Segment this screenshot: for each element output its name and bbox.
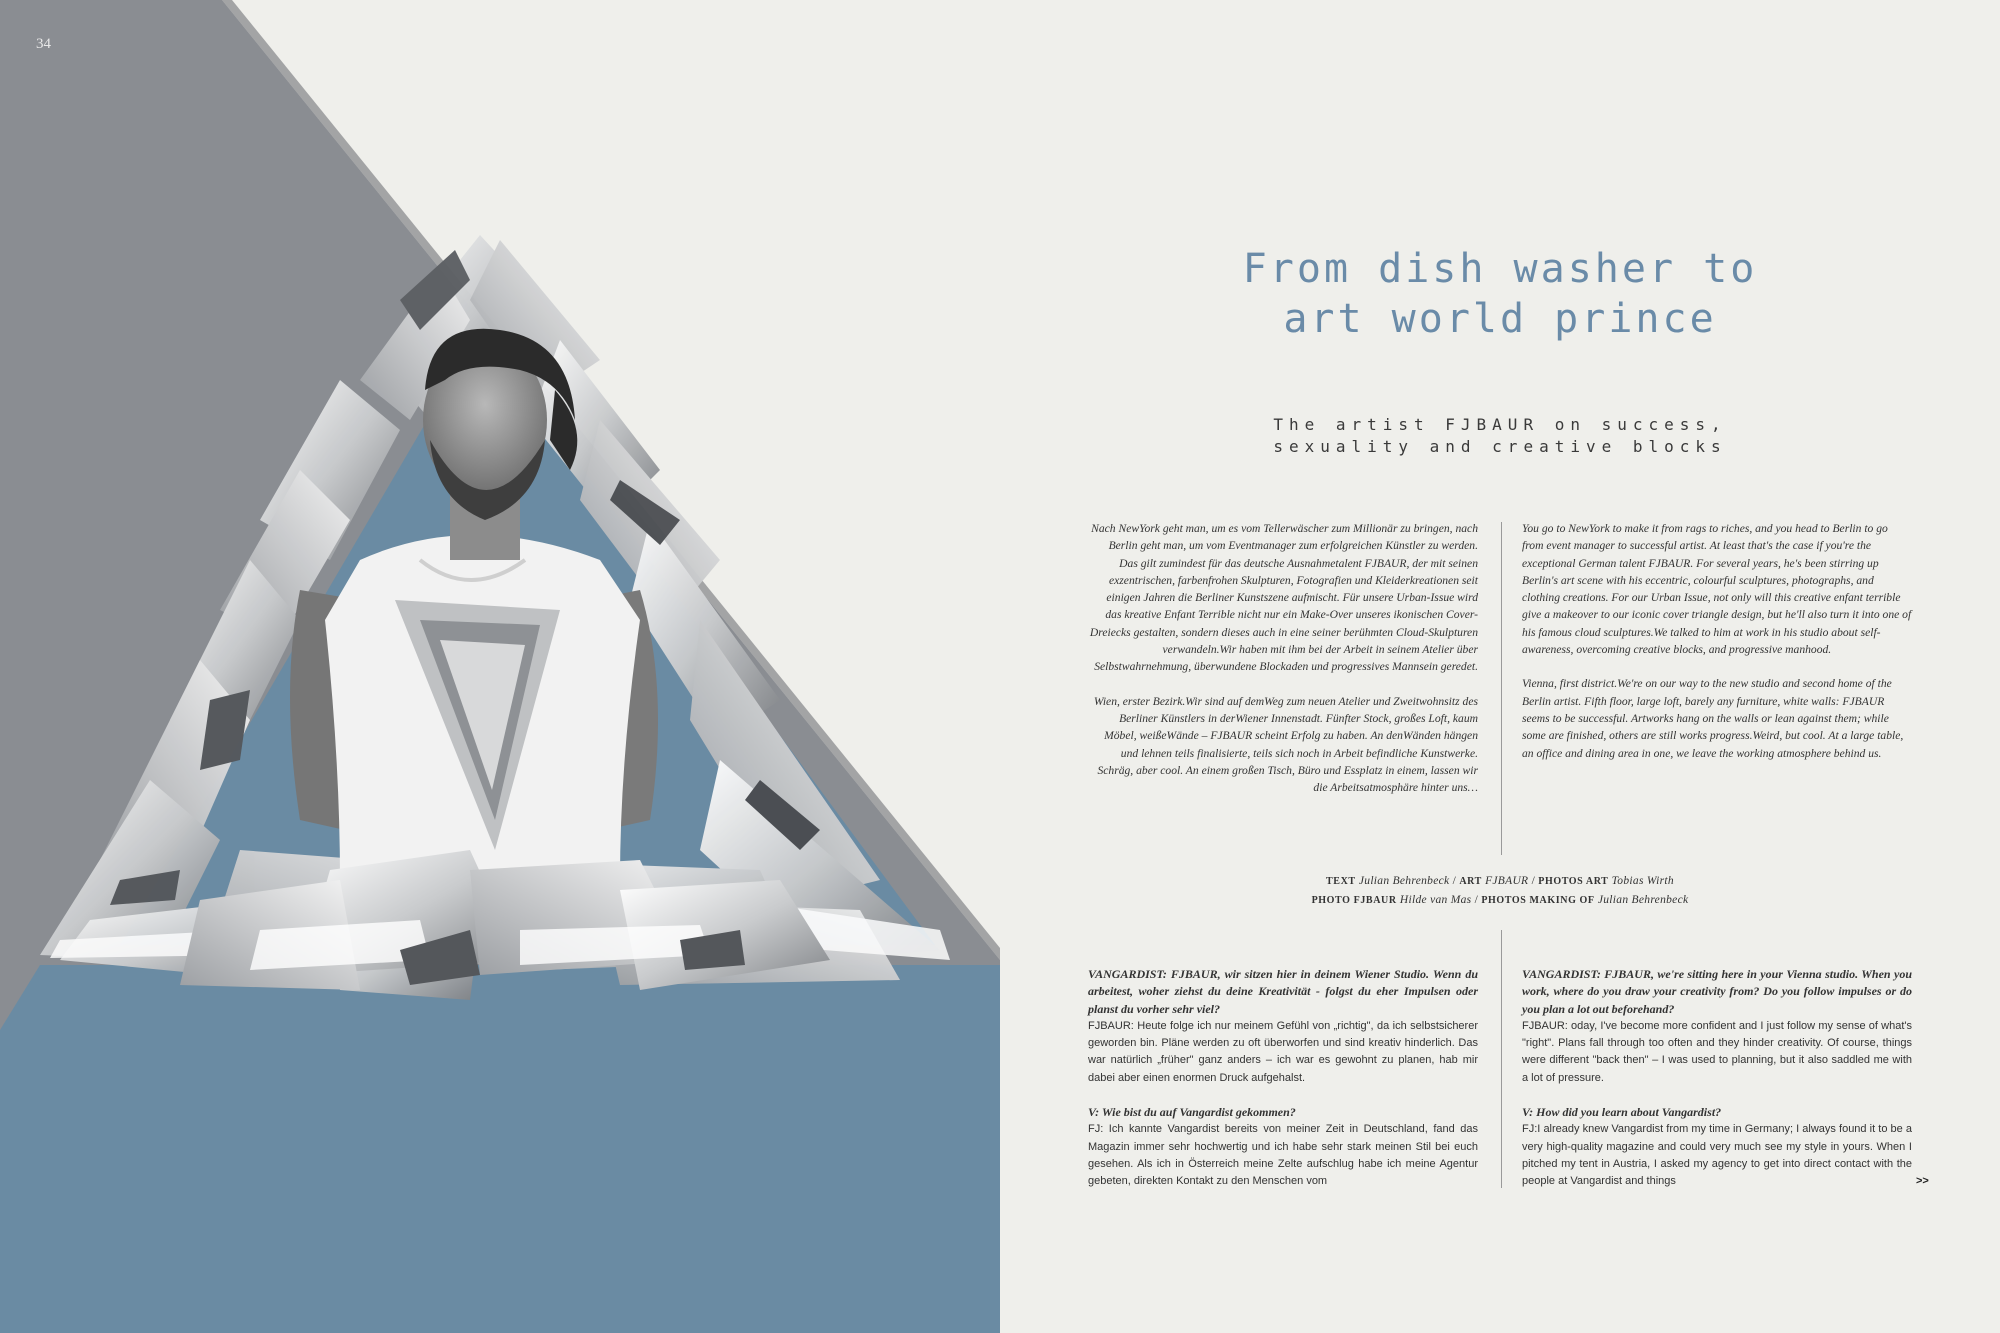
interview-de-question-2: V: Wie bist du auf Vangardist gekommen? <box>1088 1105 1296 1120</box>
credit-photos-art-name: Tobias Wirth <box>1611 875 1674 887</box>
article-subtitle <box>1200 414 1800 458</box>
credit-text-label: TEXT <box>1326 876 1356 887</box>
credit-photos-art-label: PHOTOS ART <box>1538 876 1609 887</box>
intro-en-paragraph-1: You go to NewYork to make it from rags to riches, and you head to Berlin to go from event manager to successful artist. At least that's the case if you're the exceptional German talent FJBAUR. For several years, he's been stirring up Berlin's art scene with his eccentric, colourful sculptures, photographs, and clothing creations. For our Urban Issue, not only will this creative enfant terrible give a makeover to our iconic cover triangle design, but he'll also turn it into one of his famous cloud sculptures.We talked to him at work in his studio about self-awareness, overcoming creative blocks, and progressive manhood. <box>1522 522 1912 657</box>
interview-de-answer-2: FJ: Ich kannte Vangardist bereits von meiner Zeit in Deutschland, fand das Magazin immer sehr hochwertig und ich habe sehr stark meinen Stil bei euch gesehen. Als ich in Österreich meine Zelte aufschlug habe ich meine Agentur gebeten, direkten Kontakt zu den Menschen vom <box>1088 1123 1478 1188</box>
credit-art-name: FJBAUR <box>1485 875 1529 887</box>
article-title <box>1180 244 1820 344</box>
title-line-2: art world prince <box>1283 296 1717 342</box>
title-line-1: From dish washer to <box>1242 246 1758 292</box>
page-number: 34 <box>36 36 51 52</box>
article-credits <box>1200 872 1800 910</box>
interview-english <box>1522 966 1912 1191</box>
intro-en-paragraph-2: Vienna, first district.We're on our way to the new studio and second home of the Berlin artist. Fifth floor, large loft, barely any furniture, white walls: FJBAUR seems to be successful. Artworks hang on the walls or lean against them; while some are finished, others are still works progress.Weird, but cool. At a large table, an office and dining area in one, we leave the working atmosphere behind us. <box>1522 677 1904 760</box>
interview-de-answer-1: FJBAUR: Heute folge ich nur meinem Gefühl von „richtig", da ich selbstsicherer geworden bin. Pläne werden zu oft überworfen und sind kreativ hinderlich. Das war natürlich „früher" ganz anders – ich war es gewohnt zu planen, hab mir dabei aber einen enormen Druck aufgehalst. <box>1088 1019 1478 1084</box>
blue-panel <box>0 965 1000 1333</box>
credit-separator: / <box>1531 875 1536 887</box>
continue-arrow-icon: >> <box>1916 1175 1929 1187</box>
interview-en-answer-2: FJ:I already knew Vangardist from my time in Germany; I always found it to be a very high-quality magazine and could very much see my style in yours. When I pitched my tent in Austria, I asked my agency to get into direct contact with the people at Vangardist and things <box>1522 1123 1912 1188</box>
column-divider-bottom <box>1501 930 1502 1188</box>
intro-german <box>1088 520 1478 813</box>
credit-art-label: ART <box>1459 876 1482 887</box>
credit-text-name: Julian Behrenbeck <box>1358 875 1450 887</box>
intro-english <box>1522 520 1912 779</box>
interview-german <box>1088 966 1478 1191</box>
interview-en-question-2: V: How did you learn about Vangardist? <box>1522 1105 1722 1120</box>
column-divider-top <box>1501 522 1502 855</box>
credit-photo-fjbaur-label: PHOTO FJBAUR <box>1311 895 1397 906</box>
subtitle-line-2: sexuality and creative blocks <box>1273 437 1727 456</box>
interview-en-question-1: VANGARDIST: FJBAUR, we're sitting here in your Vienna studio. When you work, where do you draw your creativity from? Do you follow impulses or do you plan a lot out beforehand? <box>1522 967 1912 1016</box>
interview-en-answer-1: FJBAUR: oday, I've become more confident and I just follow my sense of what's "right". Plans fall through too often and they hinder creativity. Of course, things were different "back then" – I was used to planning, but it also saddled me with a lot of pressure. <box>1522 1019 1912 1084</box>
credit-photo-fjbaur-name: Hilde van Mas <box>1399 894 1472 906</box>
credit-making-of-label: PHOTOS MAKING OF <box>1481 895 1595 906</box>
interview-de-question-1: VANGARDIST: FJBAUR, wir sitzen hier in deinem Wiener Studio. Wenn du arbeitest, woher ziehst du deine Kreativität - folgst du eher Impulsen oder planst du vorher sehr viel? <box>1088 967 1478 1016</box>
intro-de-paragraph-2: Wien, erster Bezirk.Wir sind auf demWeg zum neuen Atelier und Zweitwohnsitz des Berliner Künstlers in derWiener Innenstadt. Fünfter Stock, großes Loft, kaum Möbel, weißeWände – FJBAUR scheint Erfolg zu haben. An denWänden hängen und lehnen teils finalisierte, teils sich noch in Arbeit befindliche Kunstwerke. Schräg, aber cool. An einem großen Tisch, Büro und Essplatz in einem, lassen wir die Arbeitsatmosphäre hinter uns… <box>1093 694 1478 795</box>
intro-de-paragraph-1: Nach NewYork geht man, um es vom Tellerwäscher zum Millionär zu bringen, nach Berlin geht man, um vom Eventmanager zum erfolgreichen Künstler zu werden. Das gilt zumindest für das deutsche Ausnahmetalent FJBAUR, der mit seinen exzentrischen, farbenfrohen Skulpturen, Fotografien und Kleiderkreationen seit einigen Jahren die Berliner Kunstszene aufmischt. Für unsere Urban-Issue wird das kreative Enfant Terrible nicht nur ein Make-Over unseres ikonischen Cover-Dreiecks gestalten, sondern dieses auch in eine seiner berühmten Cloud-Skulpturen verwandeln.Wir haben mit ihm bei der Arbeit in seinem Atelier über Selbstwahrnehmung, überwundene Blockaden und progressives Mannsein geredet. <box>1089 522 1478 674</box>
credit-making-of-name: Julian Behrenbeck <box>1597 894 1689 906</box>
credit-separator: / <box>1452 875 1457 887</box>
subtitle-line-1: The artist FJBAUR on success, <box>1273 415 1727 434</box>
credit-separator: / <box>1474 894 1479 906</box>
